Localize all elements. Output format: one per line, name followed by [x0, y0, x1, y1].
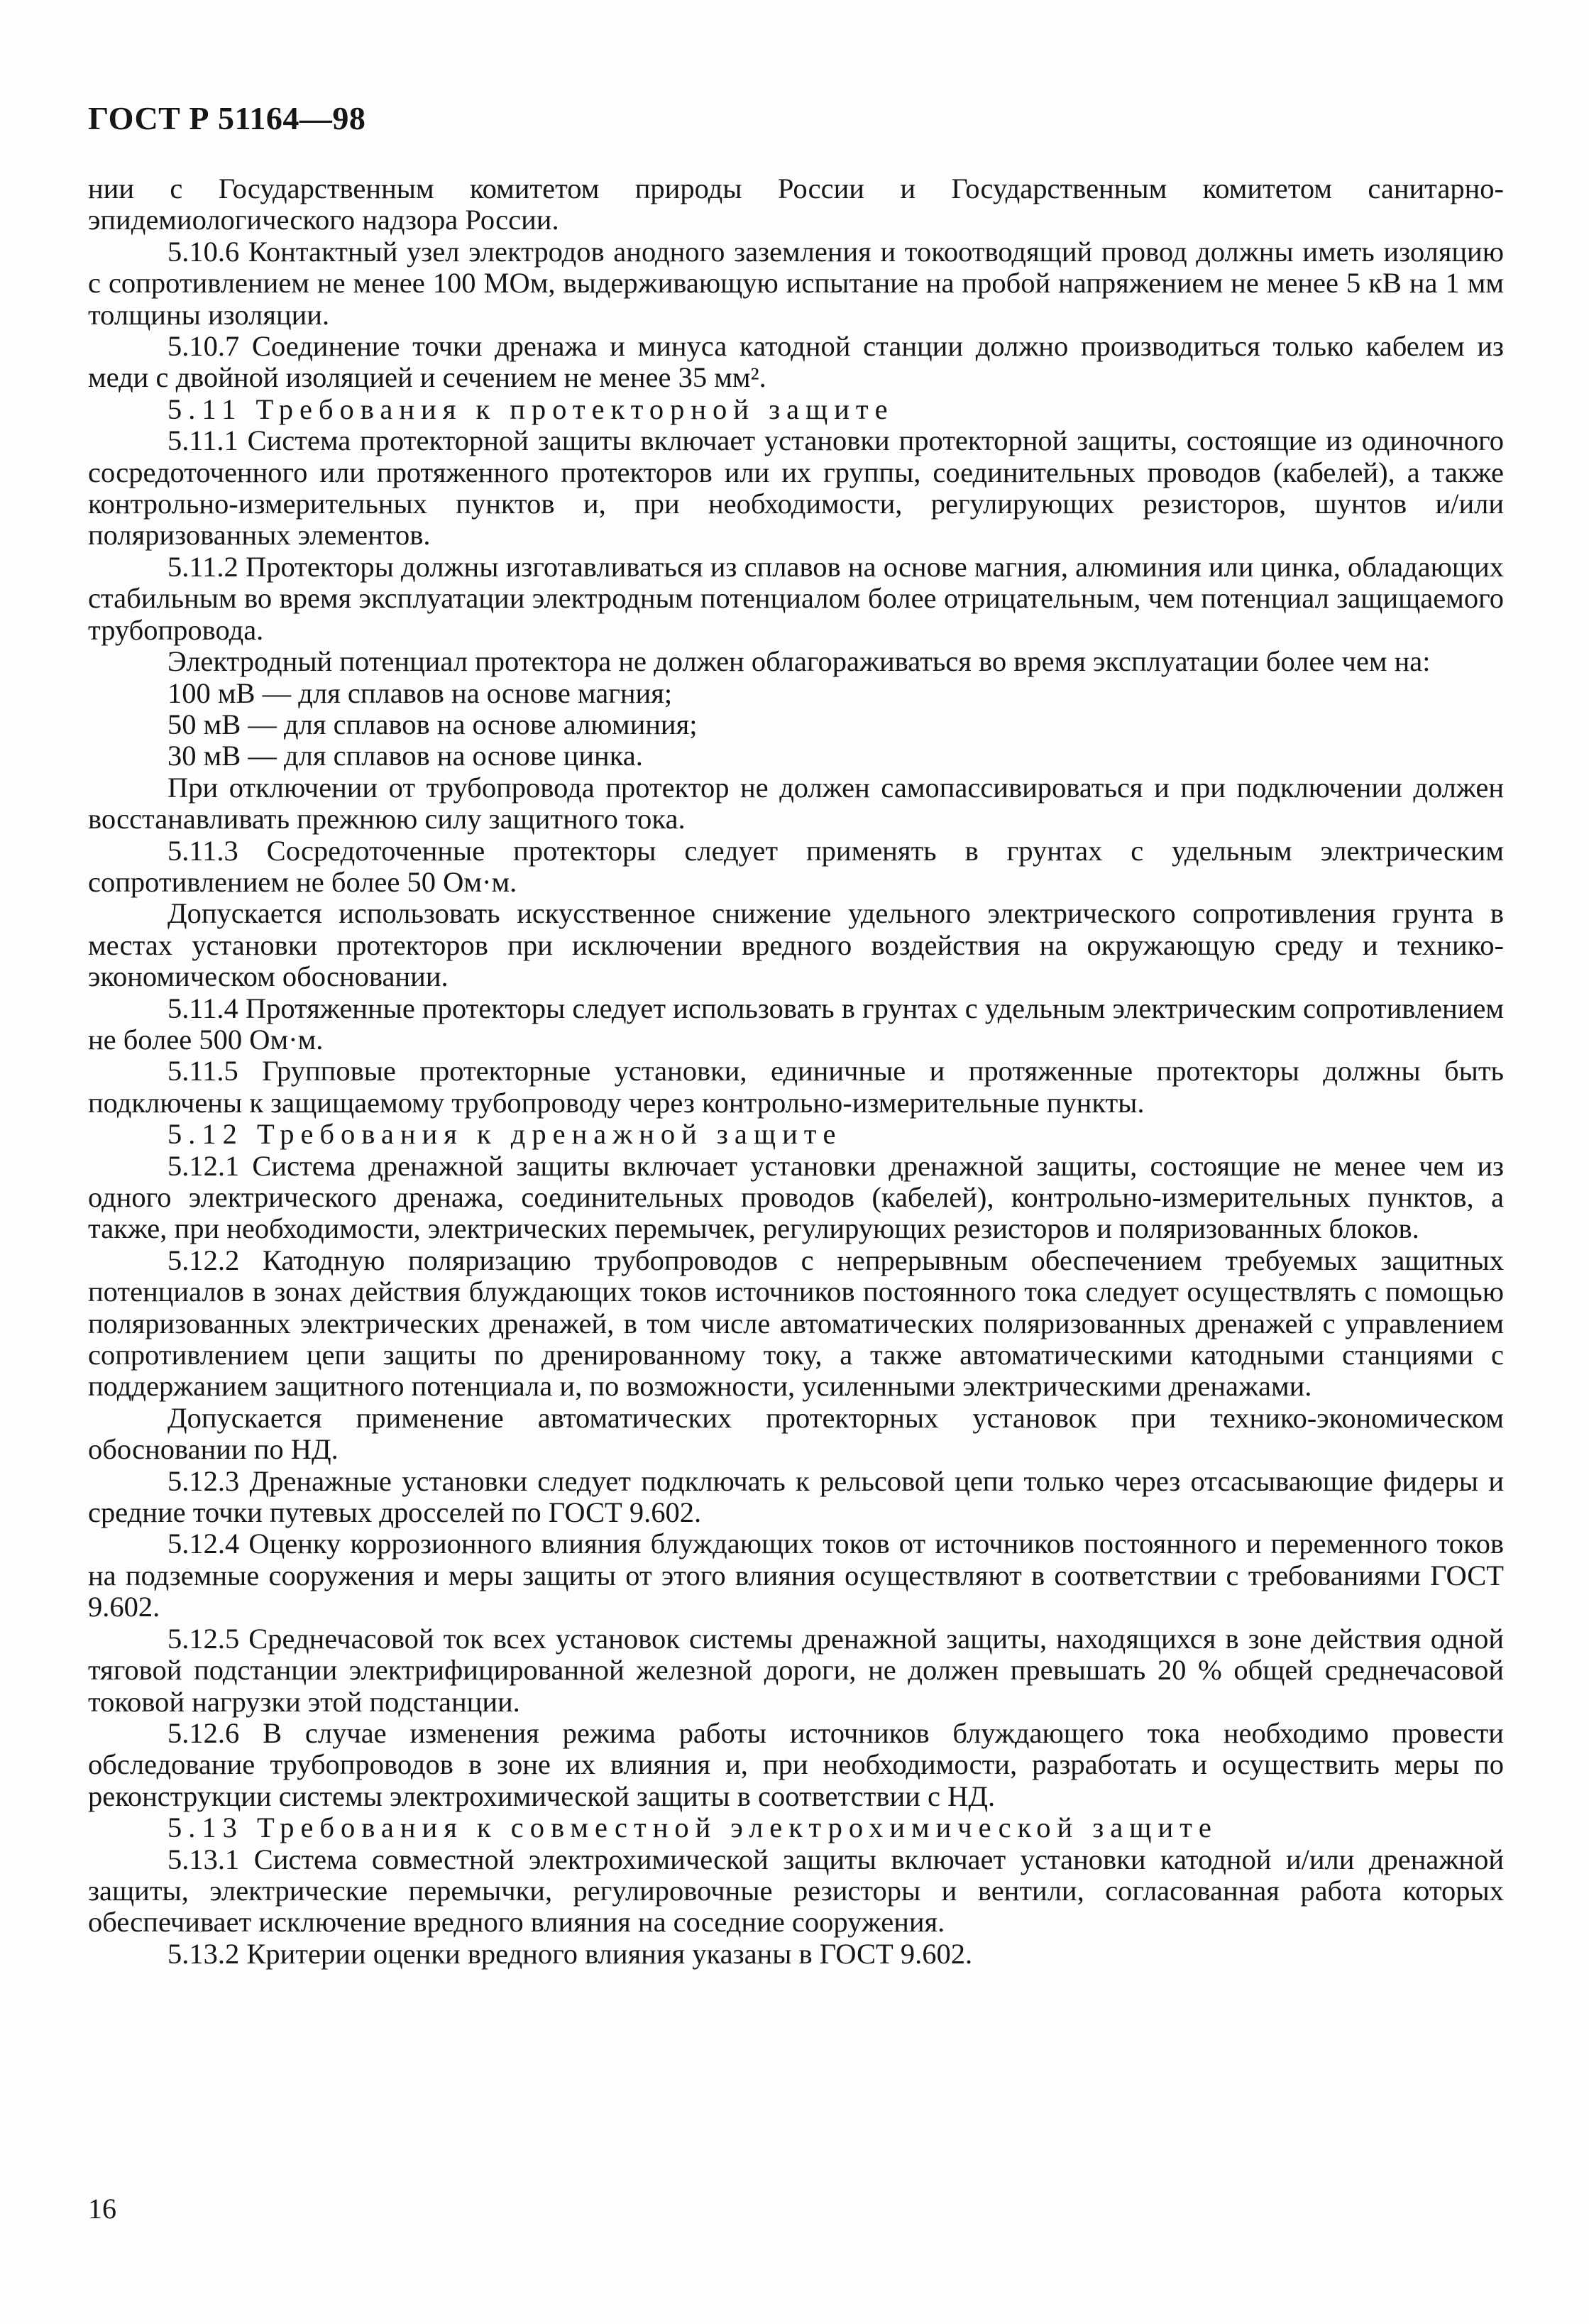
paragraph: 5.13.1 Система совместной электрохимической защиты включает установки катодной и/или дренажной защиты, электрические перемычки, регулировочные резисторы и вентили, согласованная работа которых обеспечивает исключение вредного влияния на соседние сооружения.	[88, 1843, 1504, 1939]
list-item: 50 мВ — для сплавов на основе алюминия;	[167, 708, 698, 740]
list-item: 30 мВ — для сплавов на основе цинка.	[167, 740, 643, 772]
paragraph: 5.12.1 Система дренажной защиты включает установки дренажной защиты, состоящие не менее чем из одного электрического дренажа, соединительных проводов (кабелей), контрольно-измерительных пунктов, а также, при необходимости, электрических перемычек, регулирующих резисторов и поляризованных блоков.	[88, 1149, 1504, 1245]
paragraph: 5.11.4 Протяженные протекторы следует использовать в грунтах с удельным электрическим сопротивлением не более 500 Ом·м.	[88, 992, 1504, 1056]
section-heading: 5.11 Требования к протекторной защите	[167, 393, 894, 425]
paragraph: 5.10.7 Соединение точки дренажа и минуса катодной станции должно производиться только кабелем из меди с двойной изоляцией и сечением не менее 35 мм².	[88, 330, 1504, 394]
page-number: 16	[88, 2193, 116, 2225]
paragraph: 5.12.3 Дренажные установки следует подключать к рельсовой цепи только через отсасывающие фидеры и средние точки путевых дросселей по ГОСТ 9.602.	[88, 1464, 1504, 1529]
paragraph: Допускается применение автоматических протекторных установок при технико-экономическом обосновании по НД.	[88, 1401, 1504, 1466]
paragraph: 5.11.2 Протекторы должны изготавливаться из сплавов на основе магния, алюминия или цинка, обладающих стабильным во время эксплуатации электродным потенциалом более отрицательным, чем потенциал защищаемого трубопровода.	[88, 550, 1504, 646]
paragraph: 5.11.3 Сосредоточенные протекторы следует применять в грунтах с удельным электрическим сопротивлением не более 50 Ом·м.	[88, 834, 1504, 898]
paragraph: 5.12.4 Оценку коррозионного влияния блуждающих токов от источников постоянного и переменного токов на подземные сооружения и меры защиты от этого влияния осуществляют в соответствии с требованиями ГОСТ 9.602.	[88, 1528, 1504, 1623]
paragraph: 5.10.6 Контактный узел электродов анодного заземления и токоотводящий провод должны иметь изоляцию с сопротивлением не менее 100 МОм, выдерживающую испытание на пробой напряжением не менее 5 кВ на 1 мм толщины изоляции.	[88, 235, 1504, 331]
paragraph: нии с Государственным комитетом природы России и Государственным комитетом санитарно-эпидемиологического надзора России.	[88, 172, 1504, 236]
list-item: 100 мВ — для сплавов на основе магния;	[167, 676, 673, 709]
document-body	[88, 173, 1504, 1970]
paragraph: При отключении от трубопровода протектор не должен самопассивироваться и при подключении должен восстанавливать прежнюю силу защитного тока.	[88, 771, 1504, 835]
paragraph: 5.11.5 Групповые протекторные установки, единичные и протяженные протекторы должны быть подключены к защищаемому трубопроводу через контрольно-измерительные пункты.	[88, 1055, 1504, 1119]
paragraph: 5.12.5 Среднечасовой ток всех установок системы дренажной защиты, находящихся в зоне действия одной тяговой подстанции электрифицированной железной дороги, не должен превышать 20 % общей среднечасовой токовой нагрузки этой подстанции.	[88, 1622, 1504, 1718]
paragraph: Электродный потенциал протектора не должен облагораживаться во время эксплуатации более чем на:	[167, 645, 1431, 678]
paragraph: 5.12.6 В случае изменения режима работы источников блуждающего тока необходимо провести обследование трубопроводов в зоне их влияния и, при необходимости, разработать и осуществить меры по реконструкции системы электрохимической защиты в соответствии с НД.	[88, 1716, 1504, 1812]
section-heading: 5.13 Требования к совместной электрохимической защите	[167, 1811, 1218, 1844]
paragraph: 5.11.1 Система протекторной защиты включает установки протекторной защиты, состоящие из одиночного сосредоточенного или протяженного протекторов или их группы, соединительных проводов (кабелей), а также контрольно-измерительных пунктов и, при необходимости, регулирующих резисторов, шунтов и/или поляризованных элементов.	[88, 424, 1504, 552]
document-header: ГОСТ Р 51164—98	[88, 100, 366, 136]
paragraph: Допускается использовать искусственное снижение удельного электрического сопротивления грунта в местах установки протекторов при исключении вредного воздействия на окружающую среду и технико-экономическом обосновании.	[88, 897, 1504, 993]
paragraph: 5.13.2 Критерии оценки вредного влияния указаны в ГОСТ 9.602.	[167, 1937, 973, 1970]
section-heading: 5.12 Требования к дренажной защите	[167, 1118, 842, 1151]
paragraph: 5.12.2 Катодную поляризацию трубопроводов с непрерывным обеспечением требуемых защитных потенциалов в зонах действия блуждающих токов источников постоянного тока следует осуществлять с помощью поляризованных электрических дренажей, в том числе автоматических поляризованных дренажей с управлением сопротивлением цепи защиты по дренированному току, а также автоматическими катодными станциями с поддержанием защитного потенциала и, по возможности, усиленными электрическими дренажами.	[88, 1244, 1504, 1403]
